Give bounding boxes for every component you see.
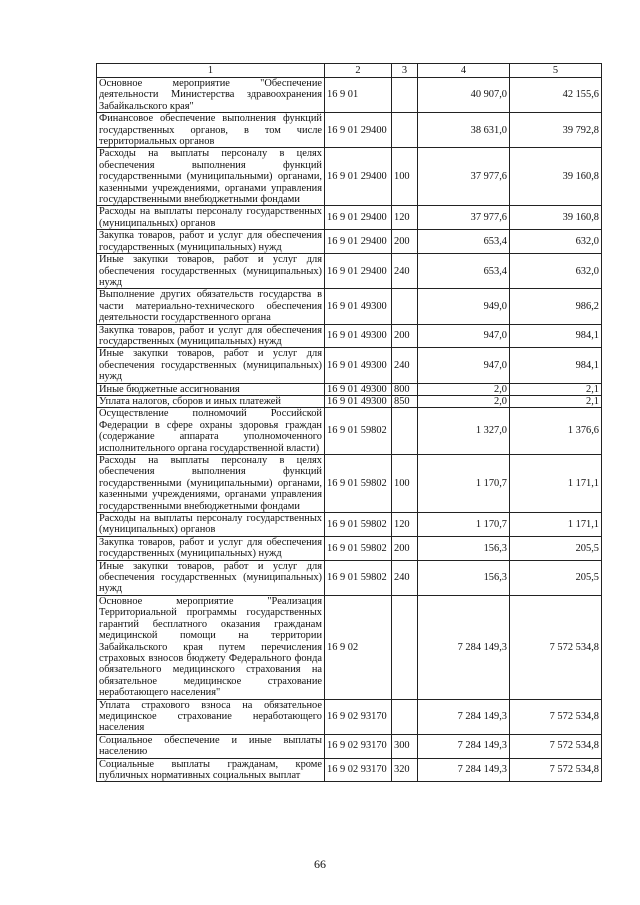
- row-code-cell: 16 9 01 49300: [325, 348, 392, 383]
- row-amount-year1-cell: 947,0: [418, 348, 510, 383]
- row-expense-type-cell: [392, 408, 418, 455]
- row-amount-year1-cell: 1 170,7: [418, 455, 510, 513]
- row-code-cell: 16 9 01 29400: [325, 230, 392, 254]
- row-code-cell: 16 9 01 49300: [325, 324, 392, 348]
- row-name-cell: Основное мероприятие "Обеспечение деятельности Министерства здравоохранения Забайкальского края": [97, 78, 325, 113]
- table-row: [97, 513, 602, 537]
- row-expense-type-cell: 200: [392, 536, 418, 560]
- row-expense-type-cell: 100: [392, 455, 418, 513]
- table-row: [97, 254, 602, 289]
- row-amount-year2-cell: 7 572 534,8: [510, 734, 602, 758]
- row-amount-year1-cell: 2,0: [418, 395, 510, 407]
- row-code-cell: 16 9 01 59802: [325, 408, 392, 455]
- row-expense-type-cell: 200: [392, 324, 418, 348]
- table-row: [97, 78, 602, 113]
- row-amount-year2-cell: 1 171,1: [510, 455, 602, 513]
- row-code-cell: 16 9 01 59802: [325, 560, 392, 595]
- row-code-cell: 16 9 01: [325, 78, 392, 113]
- row-expense-type-cell: 300: [392, 734, 418, 758]
- row-code-cell: 16 9 02 93170: [325, 699, 392, 734]
- row-expense-type-cell: 120: [392, 513, 418, 537]
- row-expense-type-cell: [392, 113, 418, 148]
- row-code-cell: 16 9 01 59802: [325, 455, 392, 513]
- budget-table: [96, 63, 602, 782]
- table-row: [97, 560, 602, 595]
- table-row: [97, 113, 602, 148]
- row-amount-year1-cell: 40 907,0: [418, 78, 510, 113]
- row-amount-year1-cell: 156,3: [418, 560, 510, 595]
- row-expense-type-cell: 800: [392, 383, 418, 395]
- table-row: [97, 595, 602, 699]
- row-name-cell: Основное мероприятие "Реализация Территориальной программы государственных гарантий бесплатного оказания гражданам медицинской помощи на территории Забайкальского края путем перечисления страховых взносов бюджету Федерального фонда обязательного медицинского страхования на обязательное медицинское страхование неработающего населения": [97, 595, 325, 699]
- table-row: [97, 383, 602, 395]
- row-amount-year2-cell: 986,2: [510, 289, 602, 324]
- row-amount-year2-cell: 7 572 534,8: [510, 699, 602, 734]
- row-expense-type-cell: 240: [392, 348, 418, 383]
- row-name-cell: Иные бюджетные ассигнования: [97, 383, 325, 395]
- row-amount-year1-cell: 1 327,0: [418, 408, 510, 455]
- row-amount-year1-cell: 2,0: [418, 383, 510, 395]
- table-row: [97, 348, 602, 383]
- row-amount-year2-cell: 42 155,6: [510, 78, 602, 113]
- row-amount-year1-cell: 653,4: [418, 254, 510, 289]
- row-amount-year1-cell: 1 170,7: [418, 513, 510, 537]
- row-name-cell: Закупка товаров, работ и услуг для обеспечения государственных (муниципальных) нужд: [97, 230, 325, 254]
- row-amount-year1-cell: 653,4: [418, 230, 510, 254]
- row-name-cell: Социальное обеспечение и иные выплаты населению: [97, 734, 325, 758]
- row-name-cell: Иные закупки товаров, работ и услуг для обеспечения государственных (муниципальных) нужд: [97, 254, 325, 289]
- row-amount-year1-cell: 949,0: [418, 289, 510, 324]
- row-amount-year1-cell: 38 631,0: [418, 113, 510, 148]
- row-code-cell: 16 9 01 29400: [325, 148, 392, 206]
- row-code-cell: 16 9 02 93170: [325, 758, 392, 782]
- row-code-cell: 16 9 02 93170: [325, 734, 392, 758]
- row-amount-year2-cell: 7 572 534,8: [510, 758, 602, 782]
- row-name-cell: Социальные выплаты гражданам, кроме публичных нормативных социальных выплат: [97, 758, 325, 782]
- row-code-cell: 16 9 01 49300: [325, 395, 392, 407]
- table-row: [97, 758, 602, 782]
- row-expense-type-cell: 240: [392, 254, 418, 289]
- row-expense-type-cell: [392, 289, 418, 324]
- row-code-cell: 16 9 02: [325, 595, 392, 699]
- row-name-cell: Закупка товаров, работ и услуг для обеспечения государственных (муниципальных) нужд: [97, 536, 325, 560]
- row-amount-year1-cell: 7 284 149,3: [418, 758, 510, 782]
- row-name-cell: Расходы на выплаты персоналу в целях обеспечения выполнения функций государственными (муниципальными) органами, казенными учреждениями, органами управления государственными внебюджетными фондами: [97, 455, 325, 513]
- table-row: [97, 455, 602, 513]
- row-amount-year2-cell: 632,0: [510, 230, 602, 254]
- row-amount-year1-cell: 37 977,6: [418, 206, 510, 230]
- row-expense-type-cell: 120: [392, 206, 418, 230]
- row-expense-type-cell: 240: [392, 560, 418, 595]
- row-amount-year2-cell: 205,5: [510, 536, 602, 560]
- table-row: [97, 734, 602, 758]
- table-row: [97, 324, 602, 348]
- table-row: [97, 289, 602, 324]
- row-code-cell: 16 9 01 49300: [325, 289, 392, 324]
- page-number: 66: [314, 857, 326, 871]
- row-name-cell: Расходы на выплаты персоналу государственных (муниципальных) органов: [97, 206, 325, 230]
- row-amount-year2-cell: 205,5: [510, 560, 602, 595]
- row-amount-year2-cell: 2,1: [510, 395, 602, 407]
- row-amount-year2-cell: 632,0: [510, 254, 602, 289]
- header-row: [97, 64, 602, 78]
- row-expense-type-cell: [392, 78, 418, 113]
- row-name-cell: Уплата страхового взноса на обязательное медицинское страхование неработающего населения: [97, 699, 325, 734]
- row-code-cell: 16 9 01 29400: [325, 206, 392, 230]
- row-name-cell: Иные закупки товаров, работ и услуг для обеспечения государственных (муниципальных) нужд: [97, 348, 325, 383]
- column-header: 2: [325, 64, 392, 78]
- row-amount-year2-cell: 984,1: [510, 324, 602, 348]
- row-expense-type-cell: 320: [392, 758, 418, 782]
- row-amount-year2-cell: 7 572 534,8: [510, 595, 602, 699]
- row-code-cell: 16 9 01 59802: [325, 536, 392, 560]
- row-code-cell: 16 9 01 29400: [325, 113, 392, 148]
- column-header: 5: [510, 64, 602, 78]
- row-amount-year2-cell: 39 792,8: [510, 113, 602, 148]
- row-name-cell: Финансовое обеспечение выполнения функций государственных органов, в том числе территориальных органов: [97, 113, 325, 148]
- table-row: [97, 395, 602, 407]
- row-amount-year1-cell: 7 284 149,3: [418, 699, 510, 734]
- row-amount-year2-cell: 39 160,8: [510, 148, 602, 206]
- column-header: 4: [418, 64, 510, 78]
- table-row: [97, 148, 602, 206]
- row-name-cell: Выполнение других обязательств государства в части материально-технического обеспечения деятельности государственного органа: [97, 289, 325, 324]
- column-header: 1: [97, 64, 325, 78]
- table-row: [97, 408, 602, 455]
- row-name-cell: Расходы на выплаты персоналу государственных (муниципальных) органов: [97, 513, 325, 537]
- row-expense-type-cell: 850: [392, 395, 418, 407]
- row-expense-type-cell: 200: [392, 230, 418, 254]
- row-amount-year1-cell: 156,3: [418, 536, 510, 560]
- column-header: 3: [392, 64, 418, 78]
- row-amount-year2-cell: 39 160,8: [510, 206, 602, 230]
- table-row: [97, 699, 602, 734]
- row-name-cell: Закупка товаров, работ и услуг для обеспечения государственных (муниципальных) нужд: [97, 324, 325, 348]
- row-amount-year2-cell: 1 376,6: [510, 408, 602, 455]
- row-amount-year1-cell: 7 284 149,3: [418, 734, 510, 758]
- row-expense-type-cell: [392, 699, 418, 734]
- row-amount-year2-cell: 984,1: [510, 348, 602, 383]
- row-name-cell: Осуществление полномочий Российской Федерации в сфере охраны здоровья граждан (содержание аппарата уполномоченного исполнительного органа государственной власти): [97, 408, 325, 455]
- row-code-cell: 16 9 01 29400: [325, 254, 392, 289]
- row-expense-type-cell: [392, 595, 418, 699]
- row-amount-year2-cell: 1 171,1: [510, 513, 602, 537]
- row-code-cell: 16 9 01 49300: [325, 383, 392, 395]
- row-amount-year1-cell: 947,0: [418, 324, 510, 348]
- row-amount-year1-cell: 37 977,6: [418, 148, 510, 206]
- row-amount-year2-cell: 2,1: [510, 383, 602, 395]
- row-amount-year1-cell: 7 284 149,3: [418, 595, 510, 699]
- table-row: [97, 536, 602, 560]
- table-row: [97, 230, 602, 254]
- row-name-cell: Иные закупки товаров, работ и услуг для обеспечения государственных (муниципальных) нужд: [97, 560, 325, 595]
- row-expense-type-cell: 100: [392, 148, 418, 206]
- table-row: [97, 206, 602, 230]
- row-code-cell: 16 9 01 59802: [325, 513, 392, 537]
- row-name-cell: Уплата налогов, сборов и иных платежей: [97, 395, 325, 407]
- row-name-cell: Расходы на выплаты персоналу в целях обеспечения выполнения функций государственными (муниципальными) органами, казенными учреждениями, органами управления государственными внебюджетными фондами: [97, 148, 325, 206]
